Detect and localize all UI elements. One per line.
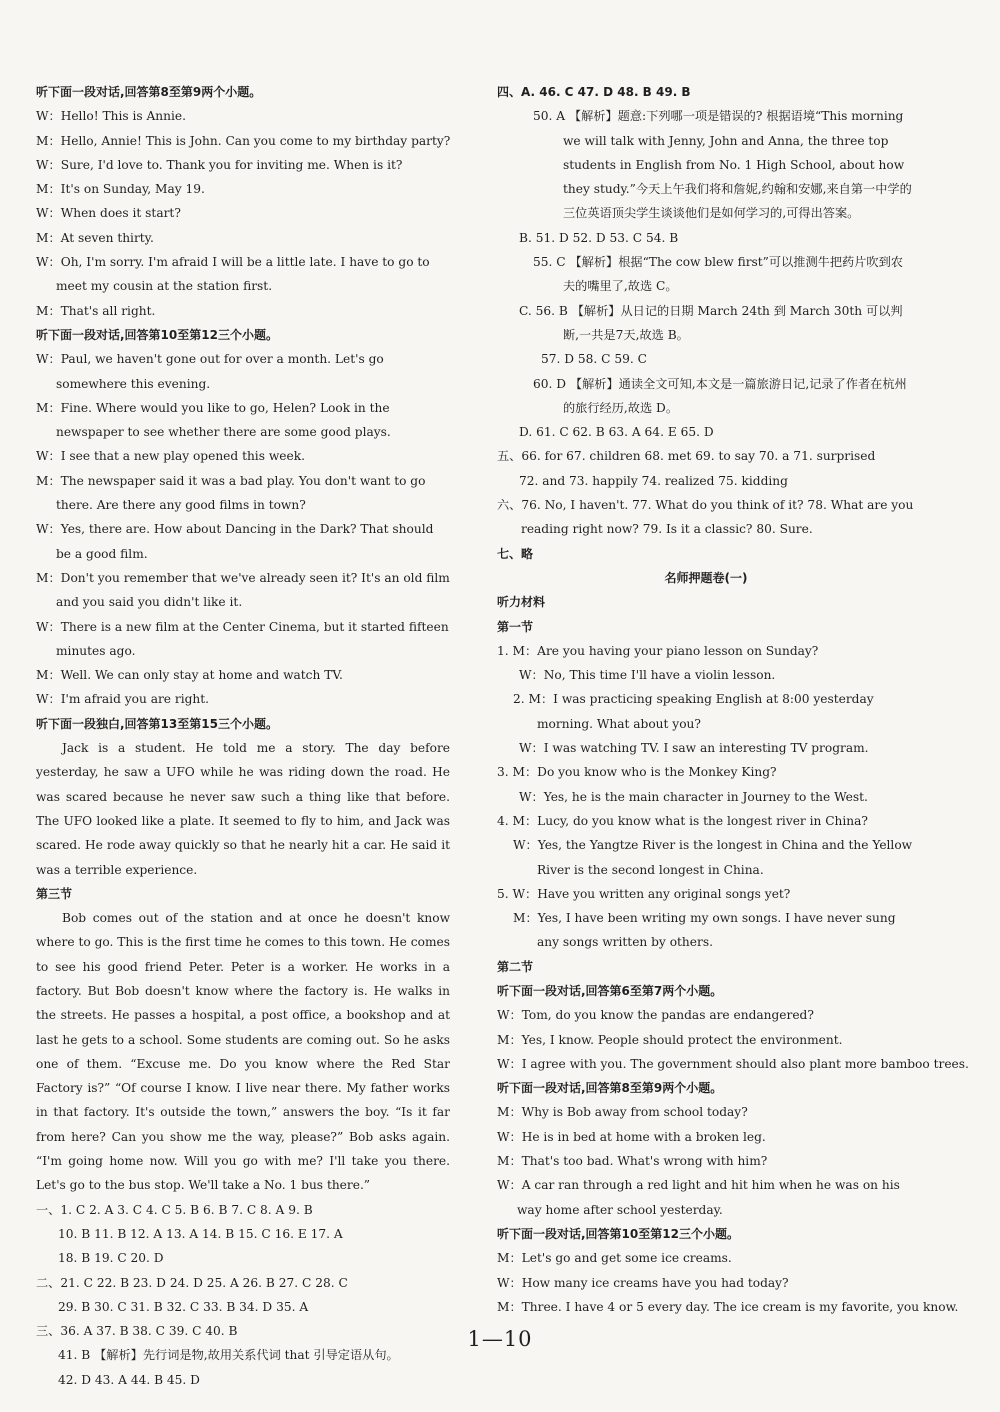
right-line: C. 56. B 【解析】从日记的日期 March 24th 到 March 30th 可以判断,一共是7天,故选 B。 xyxy=(519,303,903,342)
right-line: D. 61. C 62. B 63. A 64. E 65. D xyxy=(519,425,714,440)
right-line: W：I was watching TV. I saw an interesting TV program. xyxy=(519,741,869,756)
left-line: W：I see that a new play opened this week. xyxy=(36,449,305,464)
right-line: 名师押题卷(一) xyxy=(664,570,748,585)
left-line: M：At seven thirty. xyxy=(36,230,154,245)
right-line: M：Why is Bob away from school today? xyxy=(497,1105,748,1120)
left-line: W：When does it start? xyxy=(36,206,181,221)
left-line: 一、1. C 2. A 3. C 4. C 5. B 6. B 7. C 8. A 9. B xyxy=(36,1202,313,1217)
right-column xyxy=(497,80,969,1319)
left-line: M：Well. We can only stay at home and watch TV. xyxy=(36,668,343,683)
left-line: W：There is a new film at the Center Cinema, but it started fifteen minutes ago. xyxy=(36,619,449,658)
right-line: 听下面一段对话,回答第6至第7两个小题。 xyxy=(497,983,723,998)
left-line: 10. B 11. B 12. A 13. A 14. B 15. C 16. E 17. A xyxy=(58,1226,343,1241)
left-line: M：The newspaper said it was a bad play. You don't want to go there. Are there any good films in town? xyxy=(36,473,426,513)
left-line: W：Yes, there are. How about Dancing in the Dark? That should be a good film. xyxy=(36,522,434,561)
right-line: 5. W：Have you written any original songs yet? xyxy=(497,886,791,901)
left-line: Bob comes out of the station and at once he doesn't know where to go. This is the first time he comes to this town. He comes to see his good friend Peter. Peter is a worker. He works in a factory. But Bob doesn't know where the factory is. He walks in the streets. He passes a hospital, a post office, a bookshop and at last he gets to a school. Some students are coming out. So he asks one of them. “Excuse me. Do you know where the Red Star Factory is?” “Of course I know. I live near there. My father works in that factory. It's outside the town,” answers the boy. “Is it far from here? Can you show me the way, please?” Bob asks again. “I'm going home now. Will you go with me? I'll take you there. Let's go to the bus stop. We'll take a No. 1 bus there.” xyxy=(36,911,450,1193)
right-line: 五、66. for 67. children 68. met 69. to say 70. a 71. surprised xyxy=(497,449,876,464)
right-line: 60. D 【解析】通读全文可知,本文是一篇旅游日记,记录了作者在杭州的旅行经历,故选 D。 xyxy=(533,376,907,415)
left-line: M：Fine. Where would you like to go, Helen? Look in the newspaper to see whether there are some good plays. xyxy=(36,400,391,440)
left-line: 听下面一段独白,回答第13至第15三个小题。 xyxy=(36,716,278,731)
right-line: 七、略 xyxy=(497,546,534,561)
right-line: M：Let's go and get some ice creams. xyxy=(497,1251,732,1266)
right-line: W：Yes, the Yangtze River is the longest in China and the Yellow River is the second longest in China. xyxy=(513,838,913,877)
right-line: W：I agree with you. The government should also plant more bamboo trees. xyxy=(497,1056,969,1071)
left-line: 41. B 【解析】先行词是物,故用关系代词 that 引导定语从句。 xyxy=(58,1348,399,1363)
right-line: W：He is in bed at home with a broken leg. xyxy=(497,1129,766,1144)
right-line: 50. A 【解析】题意:下列哪一项是错误的? 根据语境“This morning we will talk with Jenny, John and Anna, the three top students in English from No. 1 High School, about how they study.”今天上午我们将和詹妮,约翰和安娜,来自第一中学的三位英语顶尖学生谈谈他们是如何学习的,可得出答案。 xyxy=(533,109,912,221)
right-line: M：Three. I have 4 or 5 every day. The ice cream is my favorite, you know. xyxy=(497,1299,959,1314)
left-line: W：Paul, we haven't gone out for over a month. Let's go somewhere this evening. xyxy=(36,352,384,391)
right-line: 1. M：Are you having your piano lesson on Sunday? xyxy=(497,643,819,658)
right-line: 第一节 xyxy=(497,619,534,634)
left-line: M：It's on Sunday, May 19. xyxy=(36,182,205,197)
right-line: 听下面一段对话,回答第8至第9两个小题。 xyxy=(497,1081,723,1096)
right-line: W：A car ran through a red light and hit him when he was on his way home after school yesterday. xyxy=(497,1178,900,1217)
right-line: 3. M：Do you know who is the Monkey King? xyxy=(497,765,777,780)
left-line: 18. B 19. C 20. D xyxy=(58,1251,164,1266)
right-line: M：That's too bad. What's wrong with him? xyxy=(497,1154,768,1169)
left-line: 第三节 xyxy=(36,886,73,901)
left-line: W：Oh, I'm sorry. I'm afraid I will be a little late. I have to go to meet my cousin at the station first. xyxy=(36,255,430,294)
right-line: 72. and 73. happily 74. realized 75. kidding xyxy=(519,473,788,488)
left-line: M：Hello, Annie! This is John. Can you come to my birthday party? xyxy=(36,133,451,148)
right-line: 第二节 xyxy=(497,959,534,974)
left-line: M：That's all right. xyxy=(36,303,156,318)
left-line: M：Don't you remember that we've already seen it? It's an old film and you said you didn't like it. xyxy=(36,570,450,610)
right-line: W：How many ice creams have you had today? xyxy=(497,1275,789,1290)
left-line: W：Sure, I'd love to. Thank you for inviting me. When is it? xyxy=(36,157,403,172)
left-line: 听下面一段对话,回答第8至第9两个小题。 xyxy=(36,85,262,99)
right-line: M：Yes, I have been writing my own songs. I have never sung any songs written by others. xyxy=(513,911,896,950)
right-line: M：Yes, I know. People should protect the environment. xyxy=(497,1032,843,1047)
right-line: 55. C 【解析】根据“The cow blew first”可以推测牛把药片吹到农夫的嘴里了,故选 C。 xyxy=(533,255,903,294)
right-line: 2. M：I was practicing speaking English at 8:00 yesterday morning. What about you? xyxy=(513,692,874,731)
right-line: 4. M：Lucy, do you know what is the longest river in China? xyxy=(497,813,868,828)
left-line: 42. D 43. A 44. B 45. D xyxy=(58,1372,200,1387)
right-line: B. 51. D 52. D 53. C 54. B xyxy=(519,230,679,245)
left-line: 二、21. C 22. B 23. D 24. D 25. A 26. B 27. C 28. C xyxy=(36,1275,348,1290)
left-line: W：I'm afraid you are right. xyxy=(36,692,210,707)
right-line: W：Tom, do you know the pandas are endangered? xyxy=(497,1008,814,1023)
left-line: Jack is a student. He told me a story. The day before yesterday, he saw a UFO while he was riding down the road. He was scared because he never saw such a thing like that before. The UFO looked like a plate. It seemed to fly to him, and Jack was scared. He rode away quickly so that he nearly hit a car. He said it was a terrible experience. xyxy=(36,741,450,877)
left-line: W：Hello! This is Annie. xyxy=(36,109,186,124)
right-line: W：Yes, he is the main character in Journey to the West. xyxy=(519,789,868,804)
right-line: W：No, This time I'll have a violin lesson. xyxy=(519,668,776,683)
right-line: 听下面一段对话,回答第10至第12三个小题。 xyxy=(497,1226,739,1241)
right-line: 四、A. 46. C 47. D 48. B 49. B xyxy=(497,85,691,99)
left-column xyxy=(36,80,450,1392)
left-line: 三、36. A 37. B 38. C 39. C 40. B xyxy=(36,1324,238,1339)
right-line: 57. D 58. C 59. C xyxy=(541,352,647,367)
left-line: 听下面一段对话,回答第10至第12三个小题。 xyxy=(36,327,278,342)
page-number: 1—10 xyxy=(467,1327,533,1351)
right-line: 听力材料 xyxy=(497,595,546,610)
right-line: 六、76. No, I haven't. 77. What do you think of it? 78. What are you reading right now? 79. Is it a classic? 80. Sure. xyxy=(497,498,914,537)
left-line: 29. B 30. C 31. B 32. C 33. B 34. D 35. A xyxy=(58,1299,309,1314)
